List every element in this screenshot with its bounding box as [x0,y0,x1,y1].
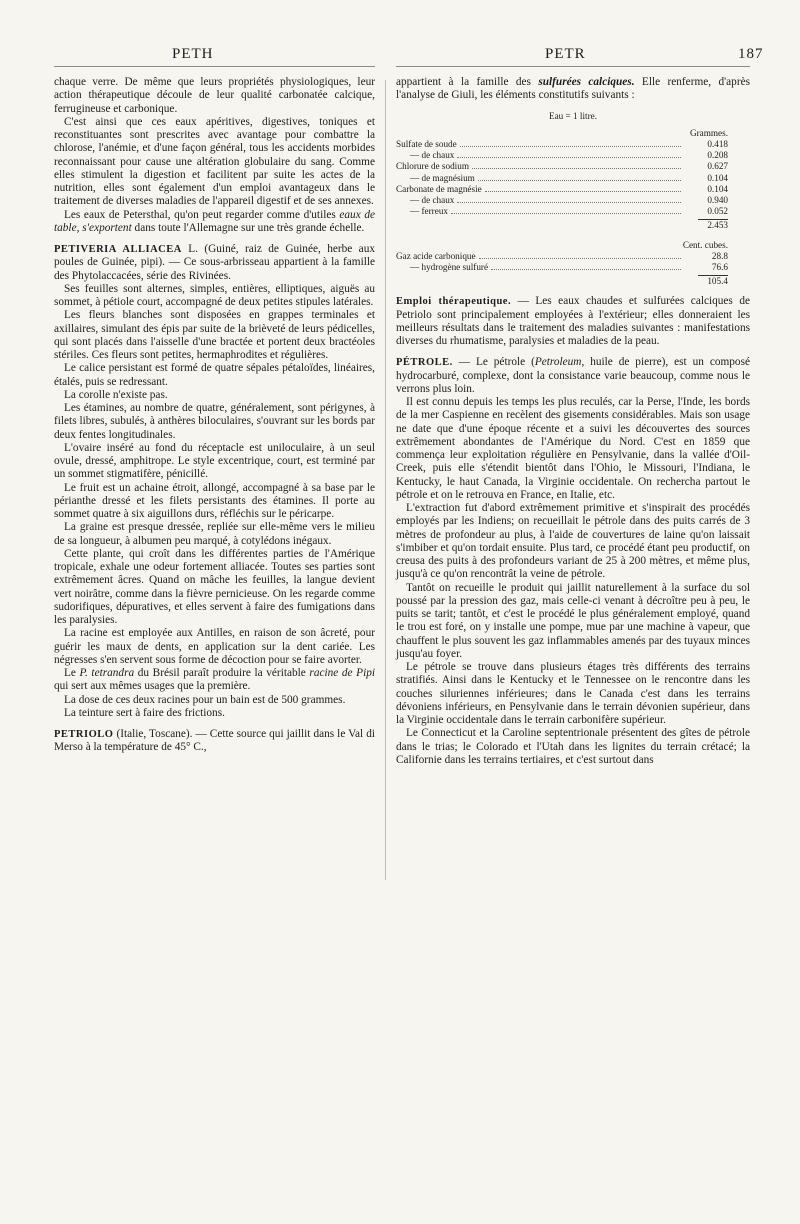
entry-headword: PÉTROLE. [396,357,453,369]
paragraph: Le fruit est un achaine étroit, allongé, accompagné à sa base par le périanthe dressé et les filets persistants des étamines. Il porte au sommet quatre à six aiguillons durs, réfléchis sur le péricarpe. [54,481,375,520]
paragraph: Le P. tetrandra du Brésil paraît produire la véritable racine de Pipi qui sert aux mêmes usages que la première. [54,667,376,693]
paragraph: Les étamines, au nombre de quatre, généralement, sont périgynes, à filets libres, subulés, à anthères biloculaires, s'ouvrant sur les bords par deux fentes longitudinales. [54,402,375,441]
running-head-right: PETR [545,46,586,62]
running-head-left: PETH [172,46,214,62]
table-row: Carbonate de magnésie 0.104 [396,183,728,194]
entry-headword: PETIVERIA ALLIACEA [54,244,182,255]
right-column [396,76,750,767]
paragraph: La graine est presque dressée, repliée sur elle-même vers le milieu de sa longueur, à albumen peu marqué, à cotylédons inégaux. [54,521,375,547]
paragraph: Les eaux de Petersthal, qu'on peut regarder comme d'utiles eaux de table, s'exportent dans toute l'Allemagne sur une très grande échelle. [54,208,375,234]
table-row: — de chaux 0.208 [410,150,728,161]
unit-label: Grammes. [689,127,728,138]
table-row: — de magnésium 0.104 [410,172,728,183]
table-row: Gaz acide carbonique 28.8 [396,250,728,261]
entry-petrole: PÉTROLE. — Le pétrole (Petroleum, huile de pierre), est un composé hydrocarburé, complexe, dont la consistance varie beaucoup, comme nous le verrons plus loin. [396,356,750,395]
table-row: — hydrogène sulfuré 76.6 [410,261,728,272]
paragraph: L'extraction fut d'abord extrêmement primitive et s'inspirait des procédés employés par les Indiens; on recueillait le pétrole dans des puits carrés de 3 mètres de profondeur au plus, à l'aide de couvertures de laine qu'on laissait s'imbiber et qu'on tordait ensuite. Plus tard, ce procédé étant peu productif, on creusa des puits à des profondeurs variant de 25 à 200 mètres, et même plus, jusqu'à ce qu'on rencontrât la veine de pétrole. [396,502,750,581]
paragraph: Il est connu depuis les temps les plus reculés, car la Perse, l'Inde, les bords de la mer Caspienne en recèlent des gisements considérables. Mais son usage ne date que d'une époque récente et a suivi les découvertes des sources extrêmement abondantes de l'Amérique du Nord. C'est en 1859 que commença leur exploitation régulière en Pensylvanie, dans la vallée d'Oil-Creek, puis elle s'étendit bientôt dans l'Ohio, le Missouri, l'Indiana, le Kentucky, le haut Canada, la Virginie occidentale. On rechercha partout le pétrole et on le retrouva en France, en Italie, etc. [396,396,750,501]
paragraph: Le calice persistant est formé de quatre sépales pétaloïdes, linéaires, étalés, puis se redressant. [54,362,375,388]
left-column [54,76,375,755]
paragraph: La corolle n'existe pas. [64,388,168,401]
paragraph: L'ovaire inséré au fond du réceptacle est uniloculaire, à un seul ovule, dressé, amphitrope. Le style excentrique, court, est terminé par un sommet stigmatifère, pénicillé. [54,441,375,481]
paragraph: Tantôt on recueille le produit qui jaillit naturellement à la surface du sol poussé par la pression des gaz, mais celle-ci venant à décroître peu à peu, le puits se tarit; tantôt, et c'est le procédé le plus généralement employé, quand le trou est foré, on y installe une pompe, mue par une machine à vapeur, que chauffent le plus souvent les gaz inflammables amenés par des tuyaux minces jusqu'au foyer. [396,581,750,660]
table-row: — ferreux 0.052 [410,206,728,217]
table-row: Chlorure de sodium 0.627 [396,161,728,172]
unit-label: Cent. cubes. [682,239,728,250]
column-divider [385,80,386,880]
paragraph: chaque verre. De même que leurs propriétés physiologiques, leur action thérapeutique découle de leur qualité carbonatée calcique, ferrugineuse et carbonique. [54,76,375,115]
total-grams: 2.453 [707,220,728,231]
paragraph: Ses feuilles sont alternes, simples, entières, elliptiques, aiguës au sommet, à pétiole court, accompagné de deux petites stipules latérales. [54,282,375,308]
paragraph: appartient à la famille des sulfurées calciques. Elle renferme, d'après l'analyse de Giuli, les éléments constitutifs suivants : [396,76,750,102]
paragraph: Le pétrole se trouve dans plusieurs étages très différents des terrains stratifiés. Ainsi dans le Kentucky et le Tennessee on le rencontre dans les couches siluriennes inférieures; dans le Canada c'est dans les terrains dévoniens inférieurs, en Pensylvanie dans le terrain dévonien supérieur, dans la Virginie occidentale dans le terrain carbonifère supérieur. [396,661,750,727]
analysis-table [396,111,750,288]
table-row: Sulfate de soude 0.418 [396,138,728,149]
header-rule-right [396,66,750,67]
total-gas: 105.4 [707,276,728,287]
paragraph: Emploi thérapeutique. — Les eaux chaudes et sulfurées calciques de Petriolo sont principalement employées à l'extérieur; elles donneraient les meilleurs résultats dans le traitement des maladies suivantes : manifestations diverses du rhumatisme, paralysies et maladies de la peau. [396,295,750,348]
section-head: Emploi thérapeutique. [396,296,512,308]
paragraph: Cette plante, qui croît dans les différentes parties de l'Amérique tropicale, exhale une odeur fortement alliacée. Toutes ses parties sont extrêmement âcres. Quand on mâche les feuilles, la langue devient vert noirâtre, comme dans la fièvre pernicieuse. On les regarde comme sudorifiques, dépuratives, et elles servent à faire des fumigations dans les paralysies. [54,547,375,626]
page-number: 187 [738,46,764,62]
paragraph: Les fleurs blanches sont disposées en grappes terminales et axillaires, simulant des épis par suite de la brièveté de leurs pédicelles, qui sont placés dans l'aisselle d'une bractée et portent deux bractéoles stériles. Ces fleurs sont petites, hermaphrodites et régulières. [54,309,375,361]
header-rule-left [54,66,375,67]
paragraph: La dose de ces deux racines pour un bain est de 500 grammes. [64,693,346,706]
analysis-caption: Eau = 1 litre. [548,110,598,121]
entry-petriolo: PETRIOLO (Italie, Toscane). — Cette source qui jaillit dans le Val di Merso à la température de 45° C., [54,728,375,754]
entry-petiveria: PETIVERIA ALLIACEA L. (Guiné, raiz de Guinée, herbe aux poules de Guinée, pipi). — Ce sous-arbrisseau appartient à la famille des Phytolaccacées, série des Rivinées. [54,243,375,282]
entry-headword: PETRIOLO [54,729,114,740]
paragraph: La racine est employée aux Antilles, en raison de son âcreté, pour guérir les maux de dents, en application sur la dent cariée. Les négresses s'en servent sous forme de décoction pour se faire avorter. [54,627,375,666]
paragraph: Le Connecticut et la Caroline septentrionale présentent des gîtes de pétrole dans le trias; le Colorado et l'Utah dans les lignites du terrain crétacé; la Californie dans les terrains tertiaires, et c'est surtout dans [396,727,750,766]
paragraph: C'est ainsi que ces eaux apéritives, digestives, toniques et reconstituantes sont prescrites avec avantage pour combattre la chlorose, l'anémie, et d'une façon général, tous les accidents morbides reconnaissant pour cause une altération globulaire du sang. Comme elles stimulent la digestion et facilitent par suite les actes de la nutrition, elles sont également d'un emploi avantageux dans le traitement de diverses maladies de l'appareil digestif et de ses annexes. [54,115,375,208]
paragraph: La teinture sert à faire des frictions. [64,706,225,719]
table-row: — de chaux 0.940 [410,194,728,205]
